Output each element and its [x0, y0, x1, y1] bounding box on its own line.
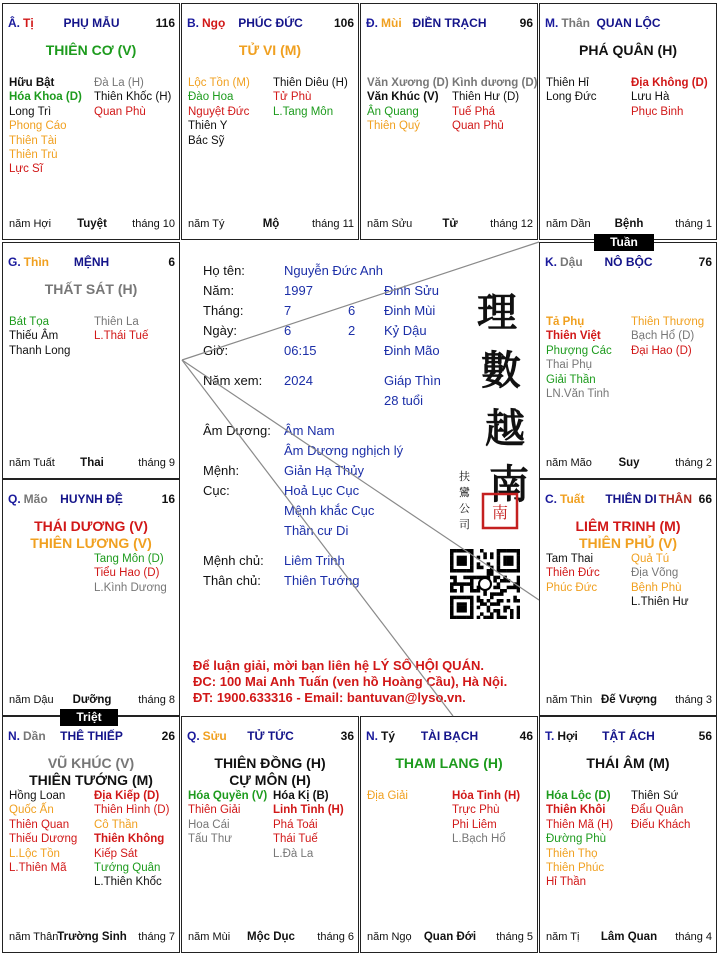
- major-star: THIÊN ĐỒNG (H): [214, 755, 326, 771]
- day-value: 6: [284, 323, 292, 338]
- menh-chu-value: Liêm Trinh: [284, 553, 345, 568]
- branch-prefix: N.: [366, 729, 378, 743]
- branch-name: Mão: [23, 492, 48, 506]
- minor-star: Bạch Hổ (D): [631, 330, 695, 343]
- minor-star: Phong Cáo: [9, 120, 67, 133]
- minor-star: Hoa Cái: [188, 818, 230, 831]
- contact-address: ĐC: 100 Mai Anh Tuấn (ven hồ Hoàng Cầu), Hà Nội.: [193, 674, 508, 689]
- year-canchi: Đinh Sửu: [384, 283, 439, 298]
- cuc-relation: Mệnh khắc Cục: [284, 503, 375, 518]
- minor-star: Địa Kiếp (D): [94, 790, 160, 802]
- major-star: THIÊN LƯƠNG (V): [30, 535, 152, 551]
- branch-prefix: M.: [545, 16, 559, 30]
- minor-star: Lực Sĩ: [9, 163, 43, 176]
- major-star: TỬ VI (M): [238, 42, 302, 58]
- palace-title: THÊ THIẾP: [60, 729, 123, 743]
- footer-stage: Suy: [618, 457, 640, 469]
- minor-star: Địa Giải: [367, 790, 408, 802]
- month-lunar: 6: [348, 303, 356, 318]
- footer-month: tháng 5: [496, 931, 533, 943]
- footer-year: năm Thân: [9, 931, 59, 943]
- minor-star: Tuế Phá: [452, 105, 496, 118]
- minor-star: Thiên Hình (D): [94, 804, 170, 817]
- footer-stage: Dưỡng: [72, 694, 112, 706]
- branch-prefix: G.: [8, 255, 21, 269]
- hour-value: 06:15: [284, 343, 317, 358]
- minor-star: Tang Môn (D): [94, 553, 164, 565]
- minor-star: Hóa Khoa (D): [9, 91, 82, 104]
- month-value: 7: [284, 303, 292, 318]
- branch-name: Thân: [561, 16, 591, 30]
- minor-star: Hữu Bật: [9, 77, 55, 89]
- than-chu-value: Thiên Tướng: [284, 573, 360, 588]
- minor-star: Thai Phụ: [546, 359, 593, 372]
- minor-star: Quan Phù: [94, 105, 146, 118]
- major-star: THAM LANG (H): [395, 755, 503, 771]
- branch-prefix: Q.: [187, 729, 200, 743]
- minor-star: Thiên Thương: [631, 316, 705, 328]
- minor-star: Thiên Diêu (H): [273, 77, 348, 89]
- minor-star: Thiên Tài: [9, 134, 57, 147]
- minor-star: L.Thái Tuế: [94, 330, 149, 343]
- svg-text:越: 越: [485, 405, 525, 452]
- amduong-relation: Âm Dương nghịch lý: [284, 443, 404, 458]
- footer-month: tháng 8: [138, 694, 175, 706]
- branch-prefix: B.: [187, 16, 199, 30]
- major-star: CỰ MÔN (H): [229, 772, 311, 788]
- major-star: LIÊM TRINH (M): [575, 518, 681, 534]
- minor-star: Thiên Không: [94, 833, 165, 846]
- footer-month: tháng 9: [138, 457, 175, 469]
- minor-star: Điếu Khách: [631, 818, 691, 831]
- palace-title: ĐIỀN TRẠCH: [412, 16, 487, 30]
- major-star: THIÊN TƯỚNG (M): [29, 772, 153, 788]
- than-position: Thần cư Di: [284, 523, 349, 538]
- than-tag: THÂN: [658, 492, 692, 506]
- major-star: THÁI DƯƠNG (V): [34, 518, 148, 534]
- minor-star: Lưu Hà: [631, 91, 670, 104]
- palace-title: NÔ BỘC: [604, 255, 653, 269]
- footer-stage: Mộ: [262, 218, 280, 230]
- minor-star: Bác Sỹ: [188, 134, 225, 147]
- day-label: Ngày:: [203, 323, 237, 338]
- footer-stage: Quan Đới: [423, 931, 477, 943]
- svg-text:數: 數: [481, 347, 521, 394]
- palace-number: 46: [519, 729, 533, 743]
- minor-star: Ân Quang: [367, 105, 419, 118]
- minor-star: Văn Khúc (V): [367, 91, 439, 104]
- name-value: Nguyễn Đức Anh: [284, 263, 384, 278]
- branch-name: Ngọ: [202, 16, 226, 30]
- day-lunar: 2: [348, 323, 356, 338]
- hour-label: Giờ:: [203, 343, 229, 358]
- contact-phone-email: ĐT: 1900.633316 - Email: bantuvan@lyso.vn.: [193, 690, 466, 705]
- minor-star: Hóa Kị (B): [273, 790, 329, 802]
- age-value: 28 tuổi: [384, 393, 424, 408]
- palace-title: MỆNH: [73, 255, 110, 269]
- minor-star: Đào Hoa: [188, 91, 234, 104]
- branch-name: Thìn: [23, 255, 49, 269]
- tuan-marker: Tuần: [594, 234, 654, 251]
- branch-name: Dậu: [560, 255, 583, 269]
- minor-star: Thiên Mã (H): [546, 818, 614, 831]
- minor-star: L.Thiên Khốc: [94, 876, 162, 889]
- minor-star: L.Thiên Mã: [9, 862, 67, 875]
- minor-star: L.Đà La: [273, 847, 314, 860]
- minor-star: L.Lộc Tồn: [9, 847, 60, 860]
- minor-star: Đại Hao (D): [631, 344, 692, 357]
- major-star: THIÊN PHỦ (V): [579, 535, 677, 551]
- minor-star: Tả Phụ: [546, 316, 585, 328]
- palace-number: 16: [161, 492, 175, 506]
- palace-title: THIÊN DI: [605, 492, 657, 506]
- minor-star: Thiên Giải: [188, 804, 241, 817]
- palace-title: QUAN LỘC: [596, 16, 661, 30]
- footer-year: năm Tị: [546, 931, 580, 943]
- minor-star: L.Kình Dương: [94, 581, 167, 594]
- footer-month: tháng 6: [317, 931, 354, 943]
- minor-star: Tướng Quân: [94, 862, 161, 875]
- footer-year: năm Dậu: [9, 694, 54, 706]
- branch-prefix: N.: [8, 729, 20, 743]
- svg-text:司: 司: [459, 518, 470, 531]
- name-label: Họ tên:: [203, 263, 245, 278]
- year-label: Năm:: [203, 283, 235, 298]
- minor-star: Thanh Long: [9, 344, 71, 357]
- minor-star: Long Đức: [546, 91, 597, 104]
- minor-star: Địa Không (D): [631, 77, 708, 89]
- footer-month: tháng 10: [132, 218, 175, 230]
- major-star: THẤT SÁT (H): [44, 281, 138, 297]
- minor-star: Đẩu Quân: [631, 804, 684, 817]
- branch-prefix: C.: [545, 492, 557, 506]
- footer-year: năm Tuất: [9, 457, 55, 469]
- minor-star: Thiên Hỉ: [546, 77, 589, 89]
- minor-star: Hồng Loan: [9, 790, 66, 802]
- branch-name: Tị: [23, 16, 34, 30]
- minor-star: Phượng Các: [546, 344, 612, 357]
- footer-stage: Trường Sinh: [57, 931, 127, 943]
- minor-star: Thiếu Dương: [9, 833, 78, 846]
- footer-year: năm Dần: [546, 218, 591, 230]
- minor-star: Tấu Thư: [188, 833, 232, 846]
- minor-star: Cô Thần: [94, 818, 138, 831]
- minor-star: Kiếp Sát: [94, 847, 138, 860]
- minor-star: Quả Tú: [631, 553, 670, 565]
- footer-month: tháng 12: [490, 218, 533, 230]
- minor-star: Trực Phù: [452, 804, 500, 817]
- minor-star: Văn Xương (D): [367, 77, 449, 89]
- minor-star: LN.Văn Tinh: [546, 388, 610, 401]
- contact-line-1: Để luận giải, mời bạn liên hệ LÝ SỐ HỘI QUÁN.: [193, 658, 484, 673]
- minor-star: Thiên Hư (D): [452, 91, 520, 104]
- minor-star: Thiên Thọ: [546, 847, 598, 860]
- minor-star: Thiên Quan: [9, 818, 70, 831]
- minor-star: Thiên La: [94, 316, 139, 328]
- branch-prefix: T.: [545, 729, 555, 743]
- footer-stage: Tử: [442, 218, 458, 230]
- minor-star: Quan Phủ: [452, 120, 504, 133]
- footer-month: tháng 2: [675, 457, 712, 469]
- amduong-label: Âm Dương:: [203, 423, 271, 438]
- branch-name: Sửu: [202, 729, 227, 743]
- palace-number: 96: [519, 16, 533, 30]
- palace-number: 106: [333, 16, 354, 30]
- major-star: THIÊN CƠ (V): [45, 42, 137, 58]
- footer-year: năm Mão: [546, 457, 592, 469]
- minor-star: Phá Toái: [273, 818, 318, 831]
- palace-number: 76: [698, 255, 712, 269]
- minor-star: Địa Võng: [631, 567, 679, 580]
- major-star: PHÁ QUÂN (H): [579, 42, 677, 58]
- footer-stage: Mộc Dục: [247, 931, 295, 943]
- minor-star: Thiên Khốc (H): [94, 91, 172, 104]
- minor-star: Thiên Khôi: [546, 804, 606, 817]
- branch-name: Tuất: [560, 492, 585, 506]
- branch-name: Hợi: [557, 729, 578, 743]
- branch-name: Dần: [23, 729, 46, 743]
- minor-star: L.Tang Môn: [273, 105, 334, 118]
- footer-month: tháng 4: [675, 931, 712, 943]
- minor-star: Hỉ Thần: [546, 876, 587, 889]
- footer-stage: Bệnh: [614, 218, 644, 230]
- minor-star: L.Bạch Hổ: [452, 833, 506, 846]
- minor-star: Tiểu Hao (D): [94, 567, 160, 580]
- day-canchi: Kỷ Dậu: [384, 323, 427, 338]
- major-star: VŨ KHÚC (V): [47, 755, 135, 771]
- svg-text:南: 南: [489, 461, 529, 508]
- minor-star: Bát Tọa: [9, 316, 50, 328]
- footer-year: năm Hợi: [9, 218, 52, 230]
- month-label: Tháng:: [203, 303, 244, 318]
- month-canchi: Đinh Mùi: [384, 303, 436, 318]
- svg-text:鸞: 鸞: [459, 486, 470, 499]
- footer-stage: Lâm Quan: [600, 931, 658, 943]
- hour-canchi: Đinh Mão: [384, 343, 440, 358]
- minor-star: Thiên Sứ: [631, 790, 679, 802]
- minor-star: Bệnh Phù: [631, 581, 682, 594]
- footer-month: tháng 1: [675, 218, 712, 230]
- minor-star: Thiên Y: [188, 120, 228, 133]
- minor-star: Phúc Đức: [546, 581, 598, 594]
- minor-star: Kình dương (D): [452, 77, 538, 89]
- minor-star: Phục Binh: [631, 105, 684, 118]
- minor-star: L.Thiên Hư: [631, 596, 689, 609]
- palace-title: PHỤ MẪU: [63, 16, 120, 30]
- palace-title: HUYNH ĐỆ: [60, 492, 123, 506]
- menh-value: Giản Hạ Thủy: [284, 463, 364, 478]
- palace-number: 116: [155, 16, 175, 30]
- footer-year: năm Thìn: [546, 694, 593, 706]
- branch-prefix: Đ.: [366, 16, 378, 30]
- branch-prefix: Q.: [8, 492, 21, 506]
- palace-number: 66: [698, 492, 712, 506]
- menh-chu-label: Mệnh chủ:: [203, 553, 264, 568]
- branch-prefix: Â.: [8, 16, 20, 30]
- branch-prefix: K.: [545, 255, 557, 269]
- footer-stage: Thai: [80, 457, 104, 469]
- branch-name: Mùi: [381, 16, 402, 30]
- footer-month: tháng 3: [675, 694, 712, 706]
- cuc-label: Cục:: [203, 483, 230, 498]
- palace-number: 6: [168, 255, 175, 269]
- palace-number: 36: [340, 729, 354, 743]
- year-value: 1997: [284, 283, 313, 298]
- footer-month: tháng 7: [138, 931, 175, 943]
- view-year-value: 2024: [284, 373, 313, 388]
- minor-star: Thiên Việt: [546, 330, 601, 343]
- svg-text:扶: 扶: [459, 470, 470, 483]
- footer-stage: Đế Vượng: [600, 694, 658, 706]
- minor-star: Linh Tinh (H): [273, 804, 344, 817]
- footer-year: năm Tý: [188, 218, 225, 230]
- minor-star: Đường Phù: [546, 833, 606, 846]
- than-chu-label: Thân chủ:: [203, 573, 261, 588]
- cuc-value: Hoả Lục Cục: [284, 483, 360, 498]
- svg-text:公: 公: [459, 502, 470, 515]
- view-year-canchi: Giáp Thìn: [384, 373, 441, 388]
- view-year-label: Năm xem:: [203, 373, 263, 388]
- footer-month: tháng 11: [311, 218, 354, 230]
- minor-star: Hỏa Tinh (H): [452, 790, 521, 802]
- minor-star: Thái Tuế: [273, 833, 318, 846]
- palace-title: TẬT ÁCH: [602, 729, 655, 743]
- minor-star: Long Trì: [9, 105, 52, 118]
- palace-number: 26: [161, 729, 175, 743]
- minor-star: Đà La (H): [94, 77, 144, 89]
- minor-star: Tam Thai: [546, 553, 594, 565]
- triet-marker: Triệt: [60, 709, 118, 726]
- minor-star: Thiếu Âm: [9, 330, 59, 343]
- minor-star: Quốc Ấn: [9, 804, 54, 817]
- svg-text:南: 南: [491, 503, 509, 522]
- svg-text:理: 理: [477, 289, 517, 336]
- footer-stage: Tuyệt: [77, 218, 107, 230]
- minor-star: Nguyệt Đức: [188, 105, 250, 118]
- minor-star: Hóa Quyền (V): [188, 790, 268, 802]
- minor-star: Giải Thần: [546, 373, 596, 386]
- minor-star: Hóa Lộc (D): [546, 790, 611, 802]
- footer-year: năm Sửu: [367, 218, 413, 230]
- menh-label: Mệnh:: [203, 463, 240, 478]
- minor-star: Thiên Đức: [546, 567, 600, 580]
- minor-star: Phi Liêm: [452, 818, 497, 831]
- branch-name: Tý: [381, 729, 396, 743]
- palace-title: TÀI BẠCH: [420, 729, 479, 743]
- palace-title: PHÚC ĐỨC: [238, 16, 303, 30]
- palace-title: TỬ TỨC: [247, 729, 294, 743]
- palace-number: 56: [698, 729, 712, 743]
- minor-star: Lộc Tồn (M): [188, 77, 250, 89]
- major-star: THÁI ÂM (M): [586, 755, 670, 771]
- minor-star: Tử Phù: [273, 91, 312, 104]
- footer-year: năm Ngọ: [367, 931, 412, 943]
- minor-star: Thiên Phúc: [546, 862, 605, 875]
- minor-star: Thiên Trù: [9, 149, 58, 162]
- amduong-value: Âm Nam: [284, 423, 335, 438]
- minor-star: Thiên Quý: [367, 120, 421, 133]
- footer-year: năm Mùi: [188, 931, 231, 943]
